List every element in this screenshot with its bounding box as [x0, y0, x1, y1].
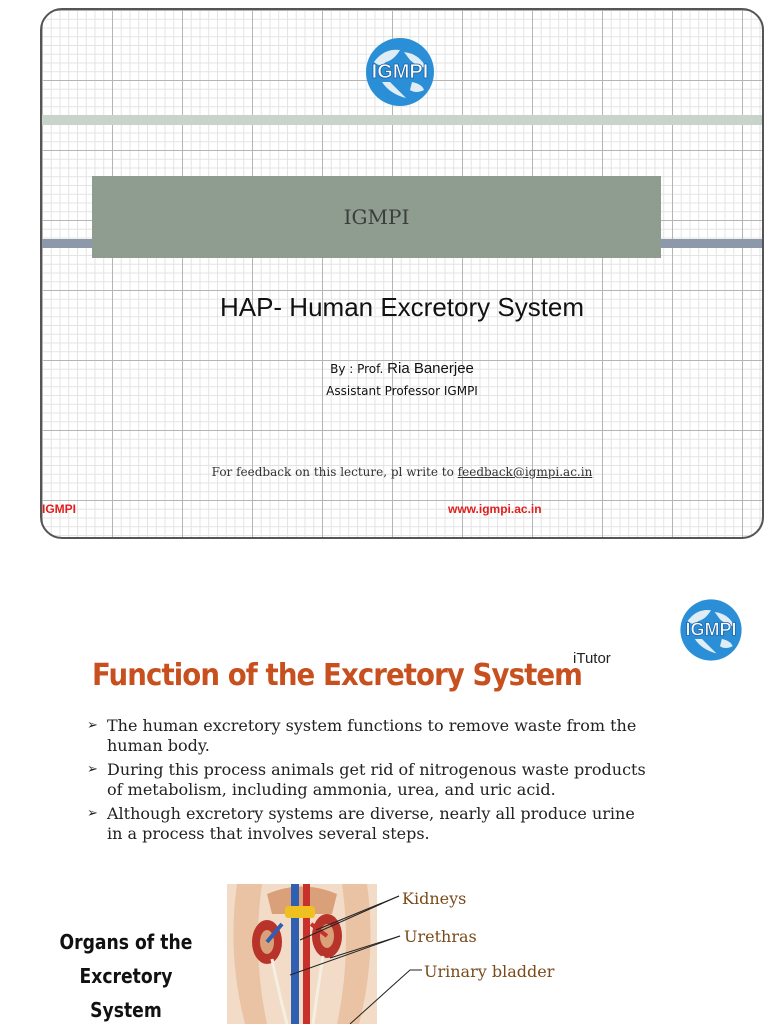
presentation-title: HAP- Human Excretory System	[219, 292, 585, 322]
bullet-text: The human excretory system functions to remove waste from the human body.	[107, 716, 637, 755]
arrow-bullet-icon: ➢	[87, 718, 98, 733]
box-title: IGMPI	[343, 205, 410, 229]
footer-brand: IGMPI	[42, 502, 77, 516]
slide2-title: Function of the Excretory System	[92, 658, 583, 693]
author-name: Ria Banerjee	[387, 360, 474, 377]
author-prefix: By : Prof.	[330, 362, 384, 376]
svg-text:IGMPI: IGMPI	[371, 61, 429, 83]
organs-heading-line1: Organs of the	[59, 930, 193, 954]
bullet-text: Although excretory systems are diverse, nearly all produce urine in a process that involves several steps.	[107, 804, 635, 843]
svg-text:IGMPI: IGMPI	[685, 619, 737, 640]
bullet-text: During this process animals get rid of nitrogenous waste products of metabolism, including ammonia, urea, and uric acid.	[107, 760, 646, 799]
feedback-email-link[interactable]: feedback@igmpi.ac.in	[457, 465, 593, 479]
arrow-bullet-icon: ➢	[87, 762, 98, 777]
organs-heading-line2: Excretory System	[79, 964, 173, 1022]
feedback-text: For feedback on this lecture, pl write to	[211, 465, 454, 479]
label-urinary-bladder: Urinary bladder	[424, 962, 555, 981]
itutor-brand: iTutor	[573, 650, 611, 667]
author-role: Assistant Professor IGMPI	[326, 384, 478, 398]
label-urethras: Urethras	[404, 927, 477, 946]
arrow-bullet-icon: ➢	[87, 806, 98, 821]
label-kidneys: Kidneys	[402, 889, 467, 908]
footer-website-link[interactable]: www.igmpi.ac.in	[448, 502, 542, 516]
